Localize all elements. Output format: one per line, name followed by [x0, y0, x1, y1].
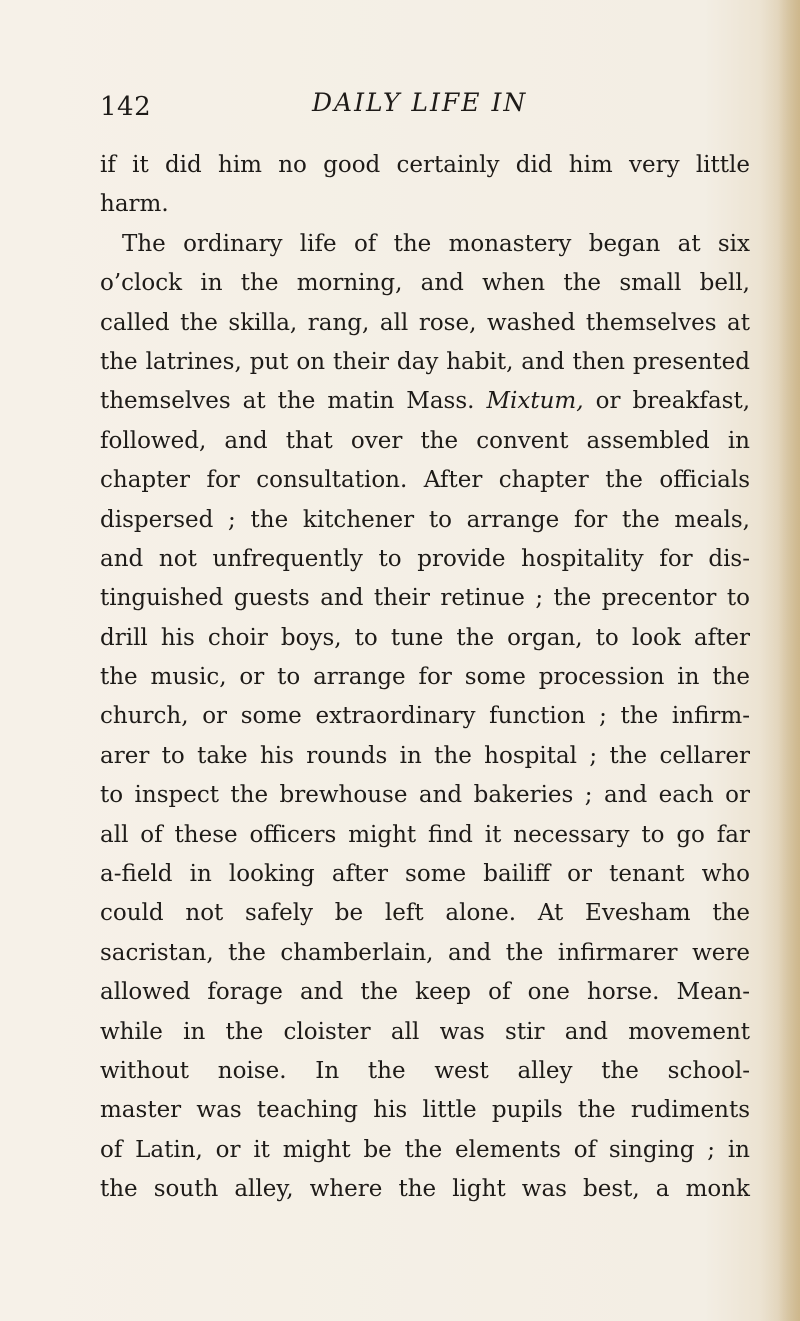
- text-line: harm.: [100, 191, 169, 218]
- text-line: called the skilla, rang, all rose, washed themselves at: [100, 309, 750, 336]
- text-line: the music, or to arrange for some procession in the: [100, 664, 750, 691]
- text-segment: or breakfast,: [595, 388, 751, 415]
- text-line-mixed: [100, 382, 750, 421]
- text-line: sacristan, the chamberlain, and the infirmarer were: [100, 939, 750, 966]
- text-line: tinguished guests and their retinue ; the precentor to: [100, 585, 750, 612]
- text-line: could not safely be left alone. At Evesham the: [100, 900, 750, 927]
- italic-term: Mixtum,: [486, 388, 584, 415]
- text-segment: themselves at the matin Mass.: [100, 388, 475, 415]
- page-number: 142: [100, 92, 152, 122]
- text-line: church, or some extraordinary function ; the infirm-: [100, 703, 750, 730]
- text-line: The ordinary life of the monastery began at six: [122, 230, 750, 257]
- body-text: [100, 146, 750, 1210]
- text-line: without noise. In the west alley the school-: [100, 1057, 750, 1084]
- text-line: chapter for consultation. After chapter the officials: [100, 467, 750, 494]
- text-line: followed, and that over the convent assembled in: [100, 427, 750, 454]
- text-line: all of these officers might find it necessary to go far: [100, 821, 750, 848]
- page-edge-shadow: [778, 0, 800, 1321]
- text-line: arer to take his rounds in the hospital ; the cellarer: [100, 742, 750, 769]
- text-line: the latrines, put on their day habit, and then presented: [100, 348, 750, 375]
- text-line: dispersed ; the kitchener to arrange for the meals,: [100, 506, 750, 533]
- text-line: allowed forage and the keep of one horse. Mean-: [100, 979, 750, 1006]
- text-line: while in the cloister all was stir and movement: [100, 1018, 750, 1045]
- text-line: if it did him no good certainly did him very little: [100, 152, 750, 178]
- page-header: [100, 88, 720, 128]
- text-line: and not unfrequently to provide hospitality for dis-: [100, 545, 750, 572]
- text-line: master was teaching his little pupils the rudiments: [100, 1097, 750, 1124]
- text-line: to inspect the brewhouse and bakeries ; and each or: [100, 782, 750, 809]
- text-line: o’clock in the morning, and when the small bell,: [100, 270, 750, 297]
- text-line: a-field in looking after some bailiff or tenant who: [100, 861, 750, 888]
- text-line: the south alley, where the light was best, a monk: [100, 1176, 750, 1203]
- text-line: drill his choir boys, to tune the organ, to look after: [100, 624, 750, 651]
- running-head: DAILY LIFE IN: [312, 88, 528, 117]
- text-line: of Latin, or it might be the elements of singing ; in: [100, 1136, 750, 1163]
